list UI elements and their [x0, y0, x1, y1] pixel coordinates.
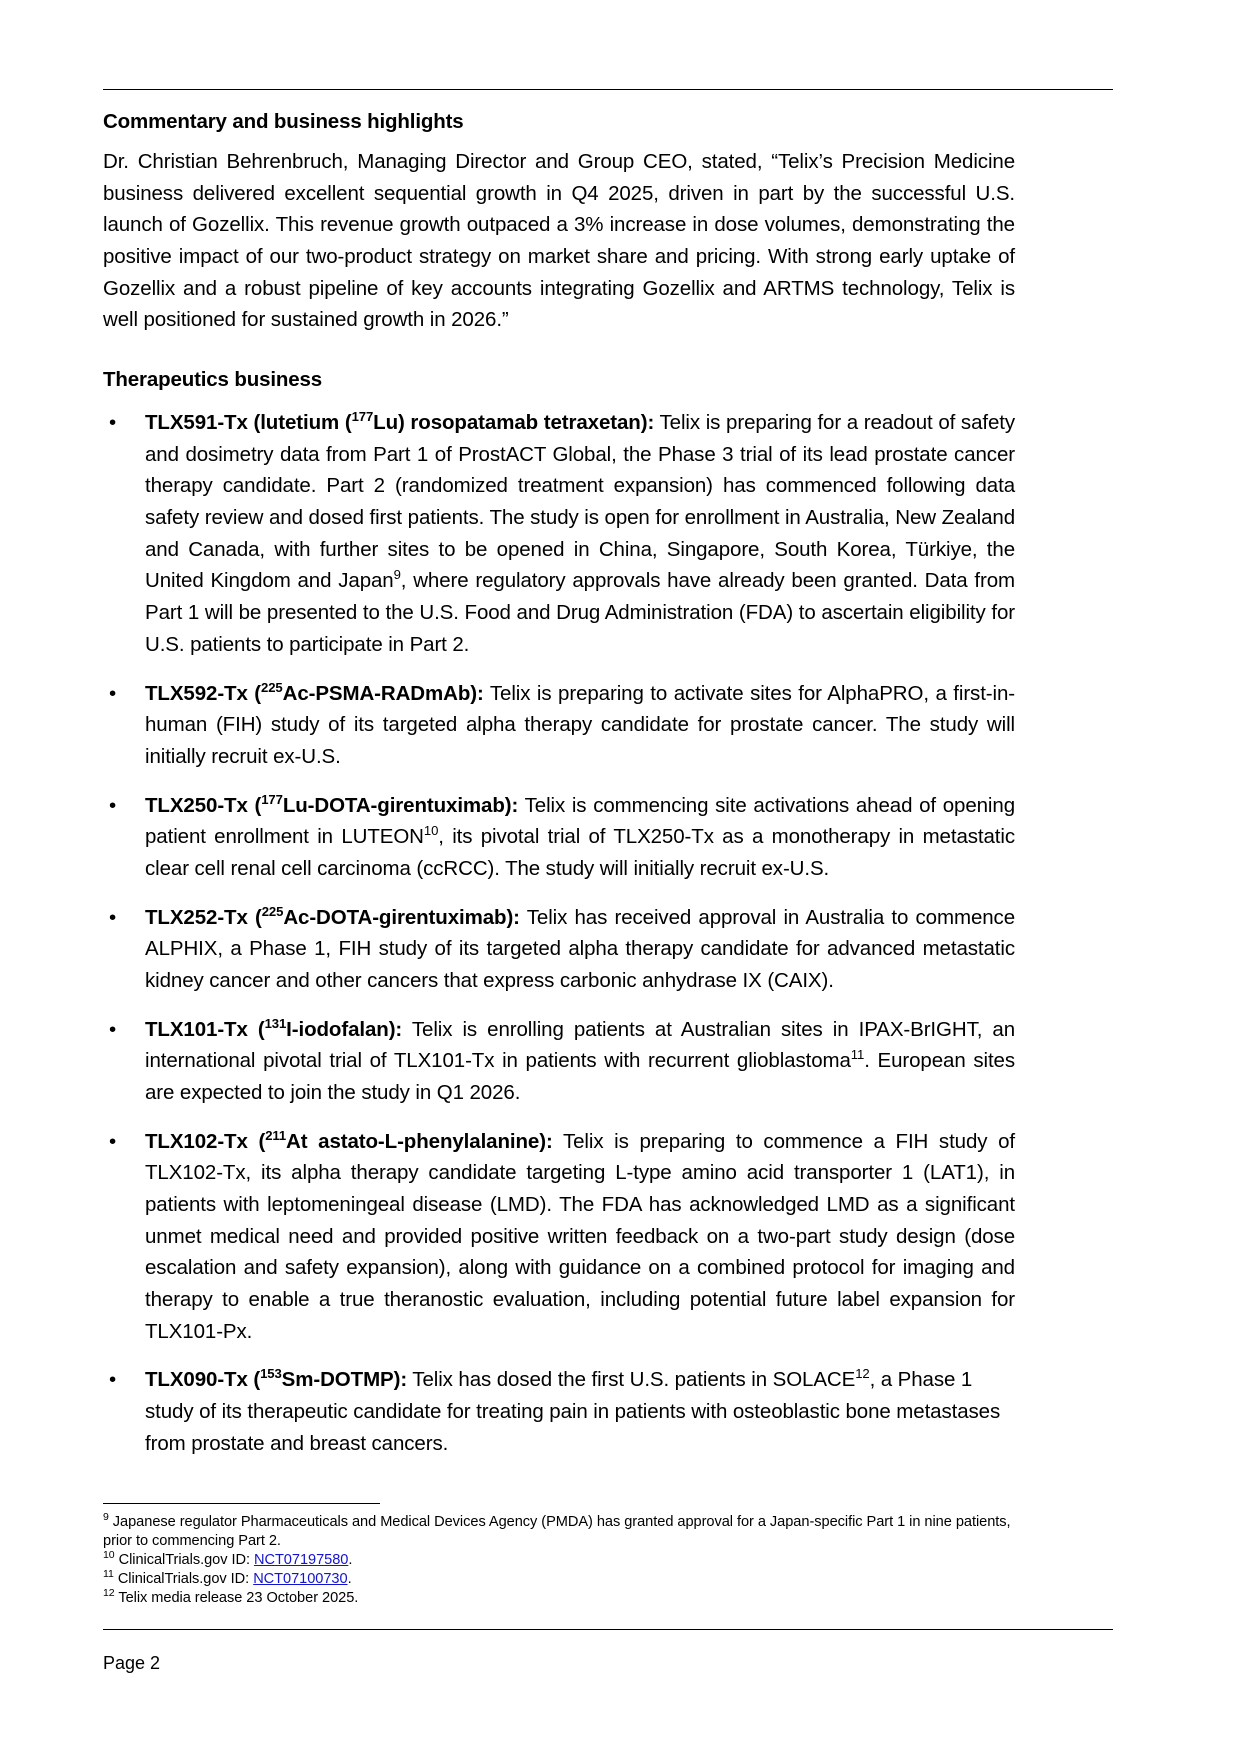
footnote-marker: 10 — [103, 1549, 115, 1562]
bullet-marker-icon: • — [109, 681, 117, 705]
bullet-marker-icon: • — [109, 793, 117, 817]
bullet-marker-icon: • — [109, 1368, 117, 1392]
section-heading-therapeutics: Therapeutics business — [103, 368, 323, 392]
bullet-body-1: Telix has received approval in Australia to commence ALPHIX, a Phase 1, FIH study of its targeted alpha therapy candidate for advanced metastatic kidney cancer and other cancers that express carbonic anhydrase IX (CAIX). — [145, 905, 1015, 992]
page-number: Page 2 — [103, 1653, 161, 1673]
bullet-lead-pre: TLX102-Tx ( — [145, 1129, 266, 1153]
bullet-lead-pre: TLX101-Tx ( — [145, 1017, 265, 1041]
bullet-lead-post: At astato-L-phenylalanine): — [286, 1129, 553, 1153]
section-heading-commentary: Commentary and business highlights — [103, 110, 464, 133]
bullet-body-1: Telix has dosed the first U.S. patients in SOLACE — [407, 1368, 856, 1392]
bullet-body-2: , a Phase 1 study of its therapeutic candidate for treating pain in patients with osteoblastic bone metastases from prostate and breast cancers. — [145, 1368, 1001, 1455]
commentary-paragraph: Dr. Christian Behrenbruch, Managing Director and Group CEO, stated, “Telix’s Precision Medicine business delivered excellent sequential growth in Q4 2025, driven in part by the successful U.S. launch of Gozellix. This revenue growth outpaced a 3% increase in dose volumes, demonstrating the positive impact of our two-product strategy on market share and pricing. With strong early uptake of Gozellix and a robust pipeline of key accounts integrating Gozellix and ARTMS technology, Telix is well positioned for sustained growth in 2026.” — [103, 150, 1015, 332]
bullet-lead — [145, 1015, 403, 1041]
footnote-marker: 12 — [103, 1587, 115, 1600]
isotope-superscript: 153 — [260, 1366, 282, 1382]
bullet-lead-pre: TLX252-Tx ( — [145, 905, 262, 929]
bullet-lead — [145, 1368, 407, 1391]
list-item — [103, 1364, 1015, 1459]
footnote-text-after: . — [348, 1551, 353, 1568]
bullet-body-1: Telix is enrolling patients at Australian sites in IPAX-BrIGHT, an international pivotal trial of TLX101-Tx in patients with recurrent glioblastoma — [145, 1017, 1015, 1073]
bullet-lead-post: Ac-DOTA-girentuximab): — [283, 905, 520, 929]
footnote-divider — [103, 1503, 380, 1504]
bullet-lead — [145, 679, 484, 705]
bullet-lead — [145, 791, 519, 817]
footnote-ref[interactable]: 9 — [393, 567, 401, 583]
footnote-ref[interactable]: 11 — [850, 1047, 865, 1063]
isotope-superscript: 177 — [351, 409, 374, 425]
list-item — [103, 902, 1015, 997]
bullet-lead — [145, 1127, 553, 1153]
footnote-item — [103, 1513, 1015, 1551]
clinicaltrials-link[interactable]: NCT07197580 — [253, 1551, 349, 1568]
footnote-marker: 9 — [103, 1511, 109, 1524]
list-item — [103, 678, 1015, 773]
isotope-superscript: 211 — [265, 1127, 287, 1143]
list-item — [103, 790, 1015, 885]
list-item — [103, 1126, 1015, 1348]
bullet-lead-post: Lu-DOTA-girentuximab): — [282, 793, 519, 817]
isotope-superscript: 131 — [264, 1015, 287, 1031]
bullet-lead-pre: TLX592-Tx ( — [145, 681, 262, 705]
bullet-body-2: , where regulatory approvals have already been granted. Data from Part 1 will be presented to the U.S. Food and Drug Administration (FDA) to ascertain eligibility for U.S. patients to participate in Part 2. — [145, 569, 1015, 656]
footnote-item — [103, 1570, 1015, 1589]
bullet-marker-icon: • — [109, 905, 117, 929]
bullet-lead-post: Lu) rosopatamab tetraxetan): — [373, 411, 655, 435]
bullet-lead-pre: TLX250-Tx ( — [145, 793, 262, 817]
bullet-body-2: , its pivotal trial of TLX250-Tx as a monotherapy in metastatic clear cell renal cell carcinoma (ccRCC). The study will initially recruit ex-U.S. — [145, 825, 1015, 880]
bullet-lead-pre: TLX090-Tx ( — [145, 1368, 261, 1392]
bullet-marker-icon: • — [109, 1017, 117, 1041]
footnote-ref[interactable]: 12 — [855, 1366, 870, 1382]
bullet-lead-post: Sm-DOTMP): — [281, 1368, 408, 1392]
page-content — [103, 108, 1015, 1476]
bullet-lead — [145, 411, 654, 434]
clinicaltrials-link[interactable]: NCT07100730 — [253, 1570, 348, 1587]
footnote-text: ClinicalTrials.gov ID: — [113, 1570, 254, 1587]
bullet-lead-post: I-iodofalan): — [286, 1017, 403, 1041]
header-divider — [103, 89, 1113, 90]
bullet-body-1: Telix is commencing site activations ahead of opening patient enrollment in LUTEON — [145, 793, 1015, 849]
bullet-body-1: Telix is preparing for a readout of safety and dosimetry data from Part 1 of ProstACT Global, the Phase 3 trial of its lead prostate cancer therapy candidate. Part 2 (randomized treatment expansion) has commenced following data safety review and dosed first patients. The study is open for enrollment in Australia, New Zealand and Canada, with further sites to be opened in China, Singapore, South Korea, Türkiye, the United Kingdom and Japan — [145, 411, 1016, 593]
footnote-text: ClinicalTrials.gov ID: — [114, 1551, 254, 1568]
footer-divider — [103, 1629, 1113, 1630]
footnote-item — [103, 1589, 1015, 1608]
bullet-marker-icon: • — [109, 1129, 117, 1153]
bullet-lead-post: Ac-PSMA-RADmAb): — [282, 681, 484, 705]
bullet-marker-icon: • — [109, 411, 117, 435]
list-item — [103, 1014, 1015, 1109]
bullet-lead — [145, 903, 520, 929]
bullet-lead-pre: TLX591-Tx (lutetium ( — [145, 411, 352, 435]
bullet-body-2: . European sites are expected to join the study in Q1 2026. — [145, 1049, 1016, 1104]
isotope-superscript: 225 — [261, 679, 283, 695]
bullet-body-1: Telix is preparing to commence a FIH study of TLX102-Tx, its alpha therapy candidate targeting L-type amino acid transporter 1 (LAT1), in patients with leptomeningeal disease (LMD). The FDA has acknowledged LMD as a significant unmet medical need and provided positive written feedback on a two-part study design (dose escalation and safety expansion), along with guidance on a combined protocol for imaging and therapy to enable a true theranostic evaluation, including potential future label expansion for TLX101-Px. — [145, 1129, 1016, 1343]
footnote-marker: 11 — [103, 1568, 114, 1581]
footnote-item — [103, 1551, 1015, 1570]
therapeutics-bullet-list — [103, 407, 1015, 1459]
list-item — [103, 407, 1015, 660]
isotope-superscript: 177 — [261, 791, 283, 807]
footnote-text-after: . — [347, 1570, 352, 1587]
footnotes-section — [103, 1503, 1015, 1608]
footnote-text: Japanese regulator Pharmaceuticals and Medical Devices Agency (PMDA) has granted approval for a Japan-specific Part 1 in nine patients, prior to commencing Part 2. — [103, 1514, 1011, 1549]
footnote-ref[interactable]: 10 — [423, 823, 439, 839]
footnote-text: Telix media release 23 October 2025. — [114, 1589, 359, 1606]
bullet-body-1: Telix is preparing to activate sites for AlphaPRO, a first-in-human (FIH) study of its targeted alpha therapy candidate for prostate cancer. The study will initially recruit ex-U.S. — [145, 681, 1015, 768]
isotope-superscript: 225 — [261, 903, 284, 919]
